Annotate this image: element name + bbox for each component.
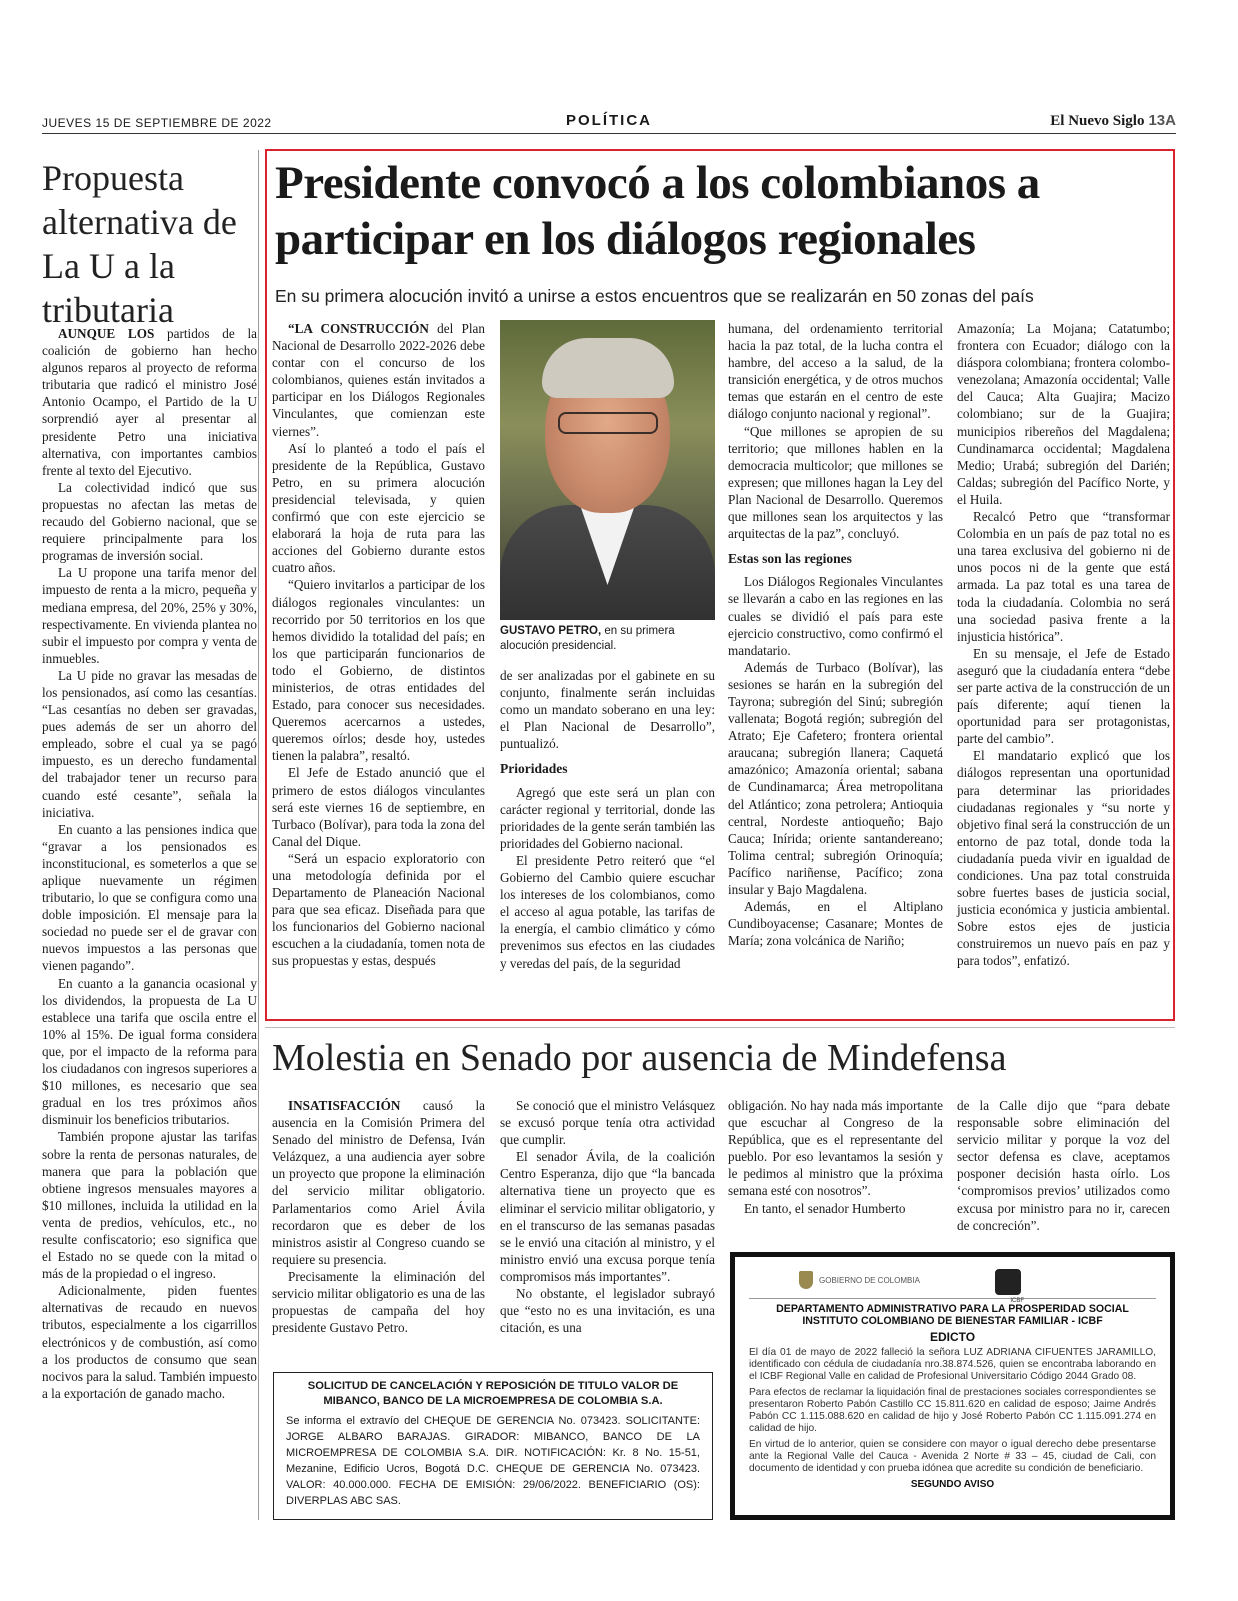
left-p1: partidos de la coalición de gobierno han hecho algunos reparos al proyecto de reforma tributaria que radicó el ministro José Antonio Ocampo, el Partido de la U sorprendió ayer al presentar al presidente Petro una iniciativa alternativa, con importantes cambios frente al texto del Ejecutivo. [42,326,257,478]
section-divider [265,1027,1175,1028]
second-p8: de la Calle dijo que “para debate responsable sobre eliminación del servicio militar y porque la voz del sector defensa es clave, aceptamos posponer decisión hasta oírlo. Los ‘compromisos previos’ utilizados como excusa por ministro para no ir, carecen de concreción”. [957,1098,1170,1233]
edicto-p1: El día 01 de mayo de 2022 falleció la señora LUZ ADRIANA CIFUENTES JARAMILLO, identificado con cédula de ciudadanía nro.38.874.526, quien se encontraba laborando en el ICBF Regional Valle en calidad de Profesional Universitario Código 2044 Grado 08. [749,1347,1156,1382]
edicto-notice [730,1252,1175,1520]
caption-name: GUSTAVO PETRO, [500,625,602,637]
issue-date: JUEVES 15 DE SEPTIEMBRE DE 2022 [42,116,272,130]
notice-body: Se informa el extravío del CHEQUE DE GERENCIA No. 073423. SOLICITANTE: JORGE ALBARO BARAJAS. GIRADOR: MIBANCO, BANCO DE LA MICROEMPRESA DE COLOMBIA S.A. DIR. NOTIFICACIÓN: Kr. 8 No. 15-51, Mezanine, Edificio Ucros, Bogotá D.C. CHEQUE DE GERENCIA No. 073423. VALOR: 40.000.000. FECHA DE EMISIÓN: 29/06/2022. BENEFICIARIO (OS): DIVERPLAS ABC SAS. [286,1415,700,1507]
left-p3: La U propone una tarifa menor del impuesto de renta a la micro, pequeña y mediana empresa, del 20%, 25% y 30%, respectivamente. En vivienda plantea no subir el impuesto por compra y venta de inmuebles. [42,565,257,666]
main-p1: del Plan Nacional de Desarrollo 2022-2026 debe contar con el concurso de los colombianos, quienes están invitados a participar en los Diálogos Regionales Vinculantes, que comienzan este viernes”. [272,321,485,439]
main-p14: Amazonía; La Mojana; Catatumbo; frontera con Ecuador; diálogo con la diáspora colombiana; frontera colombo-venezolana; Amazonía occidental; Valle del Cauca; Alta Guajira; Macizo colombiano; sur de la Guajira; municipios ribereños del Magdalena; Cundinamarca occidental; Magdalena Medio; Urabá; subregión del Darién; Caldas; subregión del Pacífico Norte, y el Huila. [957,321,1170,507]
edicto-p2: Para efectos de reclamar la liquidación final de prestaciones sociales correspondientes se presentaron Roberto Pabón Castillo CC 15.811.620 en calidad de esposo; Jaime Andrés Pabón CC 1.115.088.620 en calidad de hijo y José Roberto Pabón CC 1.115.091.274 en calidad de hijo. [749,1387,1156,1434]
main-col-3 [728,320,943,949]
left-article-title: Propuesta alternativa de La U a la tributaria [42,158,237,330]
main-col-2 [500,667,715,972]
second-p5: No obstante, el legislador subrayó que “esto no es una invitación, es una citación, es una [500,1286,715,1336]
column-divider [258,150,259,1520]
edicto-footer: SEGUNDO AVISO [910,1479,995,1490]
second-headline: Molestia en Senado por ausencia de Mindefensa [272,1037,1007,1079]
main-col-1 [272,320,485,970]
second-p3: Se conoció que el ministro Velásquez se excusó porque tenía otra actividad que cumplir. [500,1098,715,1148]
main-p4: El Jefe de Estado anunció que el primero de estos diálogos vinculantes será este viernes 16 de septiembre, en Turbaco (Bolívar), para toda la zona del Canal del Dique. [272,765,485,849]
notice-title: SOLICITUD DE CANCELACIÓN Y REPOSICIÓN DE TITULO VALOR DE MIBANCO, BANCO DE LA MICROEMPRESA DE COLOMBIA S.A. [307,1380,679,1407]
coat-of-arms-icon [799,1271,813,1289]
paper-name: El Nuevo Siglo [1050,113,1145,129]
left-p2: La colectividad indicó que sus propuestas no afectan las metas de recaudo del Gobierno nacional, que se requiere principalmente para los programas de inversión social. [42,479,257,564]
main-p3: “Quiero invitarlos a participar de los diálogos regionales vinculantes: un recorrido por 50 territorios en los que hemos dividido la totalidad del país; en los que participarán funcionarios de todo el Gobierno, de distintos ministerios, de otras entidades del Estado, para conocer sus necesidades. Queremos acercarnos a ustedes, queremos oírlos; desde hoy, ustedes tienen la palabra”, resaltó. [272,577,485,764]
main-subheadline: En su primera alocución invitó a unirse a estos encuentros que se realizarán en 50 zonas del país [275,286,1034,306]
main-p12: Además de Turbaco (Bolívar), las sesiones se harán en la subregión del Tayrona; subregión del Sinú; subregión vallenata; Bogotá región; subregión del Atrato; Eje Cafetero; frontera oriental araucana; subregión llanera; Caquetá amazónico; Amazonía oriental; sabana de Cundinamarca; Área metropolitana del Atlántico; zona petrolera; Antioquia central, Nordeste antioqueño; Bajo Cauca; Inírida; oriente santandereano; Tolima central; subregión Orinoquía; Pacífico nariñense, Pacífico; zona insular y Bajo Magdalena. [728,659,943,897]
main-p16: En su mensaje, el Jefe de Estado aseguró que la ciudadanía entera “debe ser parte activa de la construcción de un país diferente; aquí tienen la oportunidad para ser protagonistas, parte del cambio”. [957,645,1170,747]
main-p13: Además, en el Altiplano Cundiboyacense; Casanare; Montes de María; zona volcánica de Nariño; [728,899,943,949]
main-col-4 [957,320,1170,970]
main-p2: Así lo planteó a todo el país el presidente de la República, Gustavo Petro, en su primera alocución presidencial televisada, y quien confirmó que con este ejercicio se elaborará la hoja de ruta para las acciones del Gobierno durante estos cuatro años. [272,440,485,576]
main-p5: “Será un espacio exploratorio con una metodología definida por el Departamento de Planeación Nacional para que sea eficaz. Diseñada para que los funcionarios del Gobierno nacional escuchen a la ciudadanía, tomen nota de sus propuestas y estas, después [272,850,485,969]
second-col-3 [728,1097,943,1217]
second-kicker: INSATISFACCIÓN [288,1098,401,1113]
left-kicker: AUNQUE LOS [58,326,155,341]
main-p15: Recalcó Petro que “transformar Colombia en un país de paz total no es una tarea exclusiva del gobierno ni de unos pocos ni de la gente que está armada. La paz total es una tarea de toda la ciudadanía. Colombia no será una sociedad pasiva frente a la injusticia histórica”. [957,509,1170,644]
left-p6: En cuanto a la ganancia ocasional y los dividendos, la propuesta de La U establece una tarifa que oscila entre el 10% al 15%. De igual forma considera que, por el impacto de la reforma para los ciudadanos con ingresos superiores a $10 millones, es necesario que sea gradual en los tres próximos años disminuir los beneficios tributarios. [42,975,257,1128]
caption-text: en su primera alocución presidencial. [500,625,675,652]
second-col-4 [957,1097,1170,1234]
page-header [42,112,1176,134]
main-p10: “Que millones se apropien de su territorio; que millones hablen en la democracia multicolor; que millones se expresen; que millones hagan la Ley del Plan Nacional de Desarrollo. Queremos que millones sean los arquitectos y las arquitectas de la paz”, concluyó. [728,423,943,542]
president-photo [500,320,715,620]
edicto-logos [749,1265,1156,1304]
second-p4: El senador Ávila, de la coalición Centro Esperanza, dijo que “la bancada alternativa tiene un proyecto que es eliminar el servicio militar obligatorio, y en el transcurso de las semanas pasadas se le envió una citación al ministro, y el ministro envió una excusa porque tenía compromisos más importantes”. [500,1149,715,1284]
edicto-p3: En virtud de lo anterior, quien se considere con mayor o igual derecho debe presentarse ante la Regional Valle del Cauca - Avenida 2 Norte # 33 – 45, ciudad de Cali, con documento de identidad y con prueba idónea que acredite su condición de beneficiario. [749,1439,1156,1474]
main-p9: humana, del ordenamiento territorial hacia la paz total, de la lucha contra el hambre, del acceso a la salud, de la transición energética, y de otros muchos temas que estarán en el centro de este diálogo conjunto nacional y regional”. [728,321,943,422]
page-number: 13A [1148,112,1176,129]
second-p7: En tanto, el senador Humberto [744,1200,906,1216]
masthead [1050,112,1176,130]
photo-caption [500,624,715,654]
left-p5: En cuanto a las pensiones indica que “gravar a los pensionados es inconstitucional, es someterlos a que se aplique nuevamente un régimen tributario, lo que se configura como una doble imposición. El mensaje para la sociedad no puede ser el de gravar con nuevos impuestos a las personas que vienen pagando”. [42,821,257,974]
left-article-body [42,325,257,1402]
gov-label: GOBIERNO DE COLOMBIA [819,1276,920,1285]
icbf-label: ICBF [1010,1298,1024,1304]
subhead-prioridades: Prioridades [500,761,568,777]
second-p6: obligación. No hay nada más importante que escuchar al Congreso de la República, que es el representante del pueblo. Por eso levantamos la sesión y le pedimos al ministro que la próxima semana esté con nosotros”. [728,1098,943,1199]
main-kicker: “LA CONSTRUCCIÓN [288,321,429,336]
main-headline: Presidente convocó a los colombianos a participar en los diálogos regionales [275,157,1040,265]
second-col-1 [272,1097,485,1336]
main-p7: Agregó que este será un plan con carácter regional y territorial, donde las prioridades de la gente serán también las prioridades del Gobierno nacional. [500,784,715,851]
second-p2: Precisamente la eliminación del servicio militar obligatorio es una de las propuestas de campaña del hoy presidente Gustavo Petro. [272,1268,485,1336]
icbf-logo-icon [995,1269,1021,1295]
edicto-department: DEPARTAMENTO ADMINISTRATIVO PARA LA PROSPERIDAD SOCIAL INSTITUTO COLOMBIANO DE BIENESTAR FAMILIAR - ICBF [776,1303,1129,1327]
left-p7: También propone ajustar las tarifas sobre la renta de personas naturales, de manera que para la población que obtiene ingresos mensuales mayores a $10 millones, incluida la utilidad en la venta de predios, vehículos, etc., no resulte confiscatorio; eso significa que el Estado no se quede con la mitad o más de la propiedad o el ingreso. [42,1129,257,1282]
left-p8: Adicionalmente, piden fuentes alternativas de recaudo en nuevos tributos, especialmente a los cigarrillos electrónicos y de combustión, así como a los productos de consumo que sean nocivos para la salud. También impuesto a la exportación de ganado macho. [42,1283,257,1401]
main-p11: Los Diálogos Regionales Vinculantes se llevarán a cabo en las regiones en las cuales se dividió el país para este ejercicio constructivo, como confirmó el mandatario. [728,574,943,658]
classified-notice [273,1372,713,1520]
main-p17: El mandatario explicó que los diálogos representan una oportunidad para determinar las prioridades ciudadanas regionales y “su norte y objetivo final será la construcción de un entorno de paz total, donde toda la ciudadanía pueda vivir en igualdad de condiciones. Una paz total construida sobre fuertes bases de justicia social, justicia económica y justicia ambiental. Sobre estos ejes de justicia construiremos un nuevo país en paz y para todos”, enfatizó. [957,748,1170,969]
section-name: POLÍTICA [566,112,652,129]
second-p1: causó la ausencia en la Comisión Primera del Senado del ministro de Defensa, Iván Velázquez, a una audiencia ayer sobre un proyecto que propone la eliminación del servicio militar obligatorio. Parlamentarios como Ariel Ávila recordaron que es deber de los ministros asistir al Congreso cuando se requiere su presencia. [272,1098,485,1267]
subhead-regiones: Estas son las regiones [728,551,852,567]
main-p6: de ser analizadas por el gabinete en su conjunto, finalmente serán incluidas como un mandato soberano en una ley: el Plan Nacional de Desarrollo”, puntualizó. [500,668,715,752]
left-p4: La U pide no gravar las mesadas de los pensionados, así como las cesantías. “Las cesantías no deben ser gravadas, pues además de ser un ahorro del empleado, sobre el cual ya se pagó impuesto, es un derecho fundamental del trabajador tener un recurso para cuando esté cesante”, señala la iniciativa. [42,667,257,820]
second-col-2 [500,1097,715,1336]
edicto-title: EDICTO [929,1330,976,1344]
main-p8: El presidente Petro reiteró que “el Gobierno del Cambio quiere escuchar los intereses de los colombianos, como el acceso al agua potable, las tarifas de la energía, el cambio climático y cómo prevenimos sus efectos en las ciudades y veredas del país, de la seguridad [500,852,715,971]
